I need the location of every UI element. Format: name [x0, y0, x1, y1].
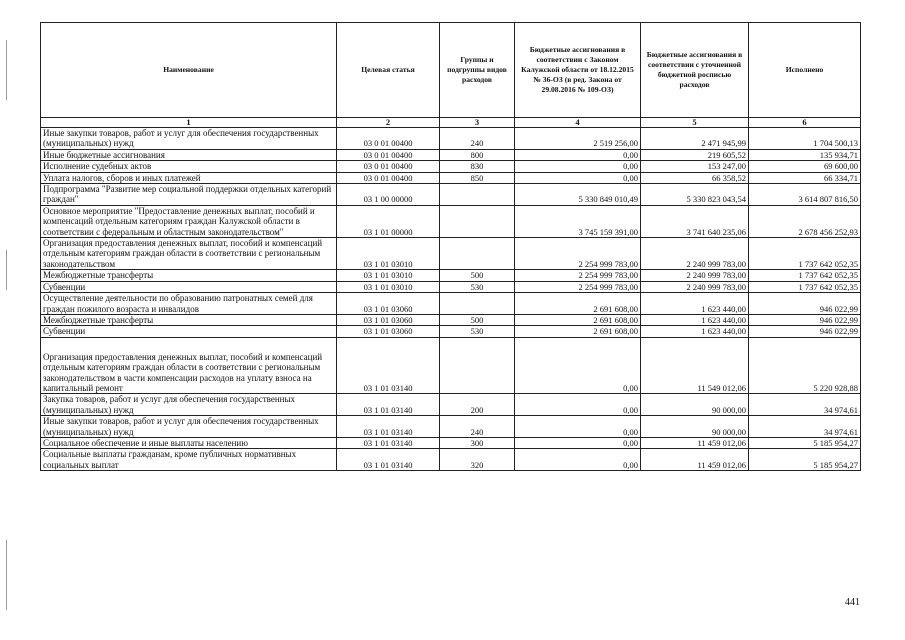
row-name: Иные закупки товаров, работ и услуг для обеспечения государственных (муниципальных) нужд: [41, 416, 337, 438]
row-refined: 2 240 999 783,00: [641, 270, 749, 281]
row-name: Уплата налогов, сборов и иных платежей: [41, 172, 337, 183]
row-name: Закупка товаров, работ и услуг для обеспечения государственных (муниципальных) нужд: [41, 394, 337, 416]
row-refined: 90 000,00: [641, 394, 749, 416]
row-planned: 0,00: [515, 437, 641, 448]
row-refined: 90 000,00: [641, 416, 749, 438]
row-target-article: 03 1 01 03140: [337, 449, 440, 471]
row-target-article: 03 1 01 03060: [337, 326, 440, 337]
header-row: [41, 23, 861, 118]
row-target-article: 03 1 01 03140: [337, 416, 440, 438]
row-expense-group: 300: [440, 437, 515, 448]
row-name: Подпрограмма "Развитие мер социальной поддержки отдельных категорий граждан": [41, 184, 337, 206]
row-executed: 946 022,99: [749, 293, 861, 315]
row-target-article: 03 1 01 03060: [337, 314, 440, 325]
row-expense-group: [440, 238, 515, 270]
table-row: [41, 449, 861, 471]
table-row: [41, 416, 861, 438]
table-row: [41, 326, 861, 337]
row-refined: 153 247,00: [641, 161, 749, 172]
row-executed: 3 614 807 816,50: [749, 184, 861, 206]
row-name: Межбюджетные трансферты: [41, 270, 337, 281]
row-expense-group: [440, 337, 515, 394]
row-executed: 69 600,00: [749, 161, 861, 172]
row-refined: 1 623 440,00: [641, 293, 749, 315]
row-expense-group: 240: [440, 128, 515, 150]
row-target-article: 03 0 01 00400: [337, 161, 440, 172]
table-row: [41, 337, 861, 394]
table-row: [41, 128, 861, 150]
row-planned: 0,00: [515, 416, 641, 438]
row-target-article: 03 1 01 03140: [337, 337, 440, 394]
row-name: Организация предоставления денежных выплат, пособий и компенсаций отдельным категориям граждан области в соответствии с региональным законодательством в части компенсации расходов на уплату взноса на капитальный ремонт: [41, 337, 337, 394]
row-target-article: 03 0 01 00400: [337, 128, 440, 150]
table-row: [41, 205, 861, 237]
row-target-article: 03 1 01 03010: [337, 270, 440, 281]
table-row: [41, 437, 861, 448]
row-refined: 5 330 823 043,54: [641, 184, 749, 206]
table-row: [41, 184, 861, 206]
header-refined-allocations: Бюджетные ассигнования в соответствии с уточненной бюджетной росписью расходов: [641, 23, 749, 118]
row-name: Организация предоставления денежных выплат, пособий и компенсаций отдельным категориям граждан области в соответствии с региональным законодательством: [41, 238, 337, 270]
row-target-article: 03 1 01 03010: [337, 238, 440, 270]
row-name: Социальное обеспечение и иные выплаты населению: [41, 437, 337, 448]
row-planned: 3 745 159 391,00: [515, 205, 641, 237]
scan-margin-mark: [6, 250, 7, 290]
row-planned: 0,00: [515, 172, 641, 183]
row-name: Субвенции: [41, 326, 337, 337]
row-planned: 2 691 608,00: [515, 293, 641, 315]
row-expense-group: 530: [440, 281, 515, 292]
scan-margin-mark: [6, 540, 7, 610]
row-executed: 1 737 642 052,35: [749, 270, 861, 281]
table-row: [41, 172, 861, 183]
table-row: [41, 293, 861, 315]
row-target-article: 03 0 01 00400: [337, 149, 440, 160]
column-number: 2: [337, 118, 440, 128]
row-expense-group: 800: [440, 149, 515, 160]
row-planned: 2 254 999 783,00: [515, 281, 641, 292]
row-name: Исполнение судебных актов: [41, 161, 337, 172]
row-planned: 0,00: [515, 337, 641, 394]
row-refined: 2 240 999 783,00: [641, 238, 749, 270]
row-executed: 66 334,71: [749, 172, 861, 183]
row-planned: 2 254 999 783,00: [515, 270, 641, 281]
row-executed: 5 185 954,27: [749, 449, 861, 471]
table-row: [41, 149, 861, 160]
row-executed: 5 220 928,88: [749, 337, 861, 394]
row-expense-group: 500: [440, 270, 515, 281]
row-expense-group: [440, 205, 515, 237]
row-executed: 946 022,99: [749, 326, 861, 337]
row-name: Субвенции: [41, 281, 337, 292]
row-expense-group: 830: [440, 161, 515, 172]
row-executed: 1 704 500,13: [749, 128, 861, 150]
row-expense-group: 530: [440, 326, 515, 337]
row-planned: 5 330 849 010,49: [515, 184, 641, 206]
row-expense-group: 240: [440, 416, 515, 438]
table-row: [41, 270, 861, 281]
header-name: Наименование: [41, 23, 337, 118]
row-target-article: 03 1 01 03140: [337, 437, 440, 448]
table-row: [41, 394, 861, 416]
header-law-allocations: Бюджетные ассигнования в соответствии с Законом Калужской области от 18.12.2015 № 36-ОЗ (в ред. Закона от 29.08.2016 № 109-ОЗ): [515, 23, 641, 118]
row-refined: 3 741 640 235,06: [641, 205, 749, 237]
row-executed: 135 934,71: [749, 149, 861, 160]
row-refined: 11 459 012,06: [641, 449, 749, 471]
row-executed: 946 022,99: [749, 314, 861, 325]
row-executed: 2 678 456 252,93: [749, 205, 861, 237]
header-executed: Исполнено: [749, 23, 861, 118]
row-name: Межбюджетные трансферты: [41, 314, 337, 325]
row-executed: 5 185 954,27: [749, 437, 861, 448]
row-name: Иные закупки товаров, работ и услуг для обеспечения государственных (муниципальных) нужд: [41, 128, 337, 150]
table-row: [41, 238, 861, 270]
row-refined: 219 605,52: [641, 149, 749, 160]
row-name: Иные бюджетные ассигнования: [41, 149, 337, 160]
column-number-row: [41, 118, 861, 128]
table-row: [41, 161, 861, 172]
budget-table-sheet: [40, 22, 860, 471]
row-refined: 1 623 440,00: [641, 326, 749, 337]
row-name: Социальные выплаты гражданам, кроме публичных нормативных социальных выплат: [41, 449, 337, 471]
row-expense-group: 200: [440, 394, 515, 416]
row-executed: 1 737 642 052,35: [749, 281, 861, 292]
column-number: 6: [749, 118, 861, 128]
row-executed: 34 974,61: [749, 394, 861, 416]
column-number: 3: [440, 118, 515, 128]
column-number: 1: [41, 118, 337, 128]
row-refined: 2 471 945,99: [641, 128, 749, 150]
row-target-article: 03 1 01 03140: [337, 394, 440, 416]
column-number: 5: [641, 118, 749, 128]
row-name: Осуществление деятельности по образованию патронатных семей для граждан пожилого возраста и инвалидов: [41, 293, 337, 315]
row-expense-group: 320: [440, 449, 515, 471]
header-target-article: Целевая статья: [337, 23, 440, 118]
table-row: [41, 314, 861, 325]
table-row: [41, 281, 861, 292]
row-refined: 11 459 012,06: [641, 437, 749, 448]
row-expense-group: [440, 293, 515, 315]
row-executed: 34 974,61: [749, 416, 861, 438]
row-planned: 0,00: [515, 161, 641, 172]
row-name: Основное мероприятие "Предоставление денежных выплат, пособий и компенсаций отдельным категориям граждан Калужской области в соответствии с федеральным и областным законодательством": [41, 205, 337, 237]
row-planned: 2 254 999 783,00: [515, 238, 641, 270]
row-executed: 1 737 642 052,35: [749, 238, 861, 270]
row-refined: 1 623 440,00: [641, 314, 749, 325]
scan-margin-mark: [6, 40, 7, 100]
budget-execution-table: [40, 22, 861, 471]
row-refined: 66 358,52: [641, 172, 749, 183]
row-planned: 2 519 256,00: [515, 128, 641, 150]
row-planned: 2 691 608,00: [515, 326, 641, 337]
row-expense-group: 850: [440, 172, 515, 183]
row-expense-group: [440, 184, 515, 206]
row-planned: 0,00: [515, 394, 641, 416]
row-planned: 2 691 608,00: [515, 314, 641, 325]
row-target-article: 03 1 01 03010: [337, 281, 440, 292]
row-planned: 0,00: [515, 449, 641, 471]
row-refined: 11 549 012,06: [641, 337, 749, 394]
row-target-article: 03 1 01 00000: [337, 205, 440, 237]
row-target-article: 03 1 00 00000: [337, 184, 440, 206]
row-target-article: 03 1 01 03060: [337, 293, 440, 315]
row-planned: 0,00: [515, 149, 641, 160]
row-refined: 2 240 999 783,00: [641, 281, 749, 292]
page-number: 441: [845, 597, 860, 608]
header-expense-groups: Группы и подгруппы видов расходов: [440, 23, 515, 118]
column-number: 4: [515, 118, 641, 128]
row-expense-group: 500: [440, 314, 515, 325]
row-target-article: 03 0 01 00400: [337, 172, 440, 183]
